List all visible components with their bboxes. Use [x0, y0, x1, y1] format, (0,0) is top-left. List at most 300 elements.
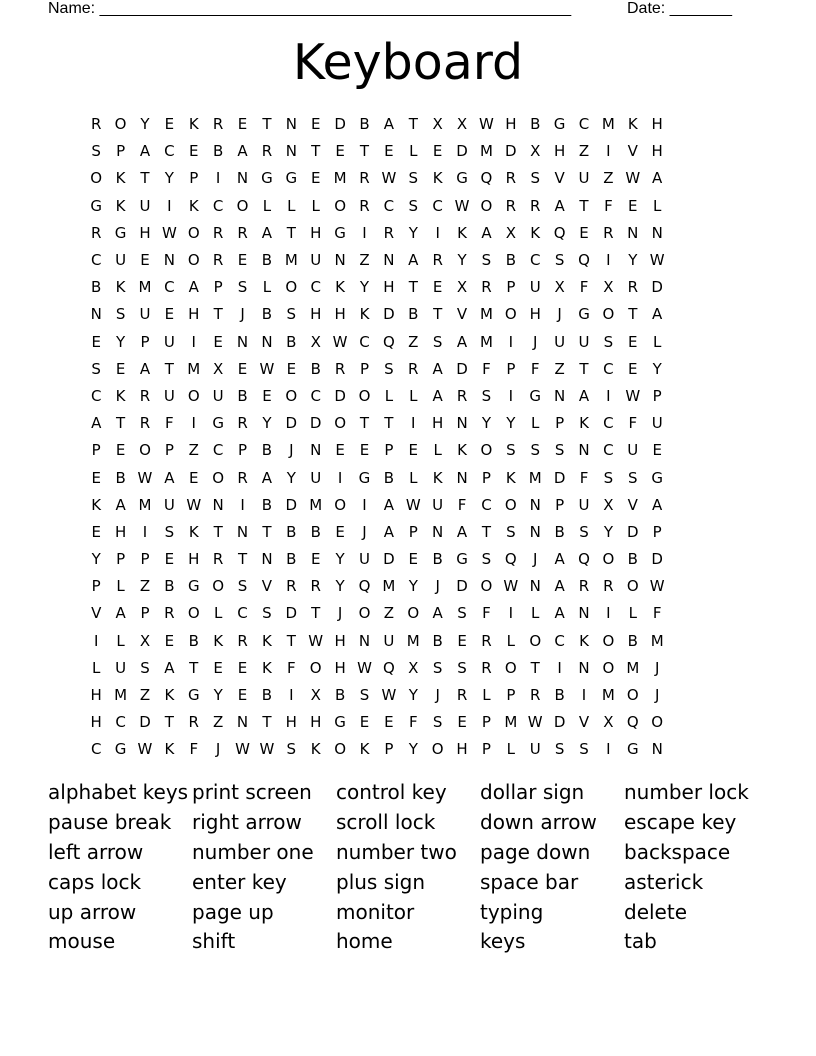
grid-letter: H	[334, 658, 346, 677]
grid-letter: S	[408, 169, 419, 188]
grid-letter: P	[481, 468, 491, 487]
grid-letter: H	[529, 305, 541, 324]
grid-letter: O	[334, 495, 346, 514]
grid-letter: I	[191, 332, 196, 351]
grid-letter: N	[310, 441, 322, 460]
grid-letter: J	[289, 441, 294, 460]
grid-letter: O	[90, 169, 103, 188]
grid-letter: L	[506, 740, 516, 759]
grid-letter: Z	[188, 441, 199, 460]
grid-letter: G	[456, 550, 468, 569]
grid-letter: G	[114, 223, 127, 242]
grid-letter: K	[335, 278, 346, 297]
grid-letter: E	[237, 686, 248, 705]
grid-letter: L	[653, 196, 662, 215]
grid-row	[84, 193, 732, 220]
grid-letter: O	[626, 686, 639, 705]
grid-letter: H	[651, 142, 663, 161]
grid-letter: K	[359, 305, 370, 324]
grid-letter: E	[384, 142, 394, 161]
grid-letter: B	[164, 577, 175, 596]
grid-letter: P	[140, 550, 150, 569]
grid-letter: K	[115, 196, 126, 215]
grid-letter: N	[456, 414, 468, 433]
grid-letter: A	[652, 305, 663, 324]
grid-letter: O	[626, 577, 639, 596]
grid-letter: K	[164, 686, 175, 705]
grid-letter: Y	[91, 550, 101, 569]
grid-row	[84, 165, 732, 192]
grid-letter: L	[506, 631, 516, 650]
grid-letter: S	[481, 251, 492, 270]
grid-letter: N	[578, 441, 590, 460]
grid-letter: W	[235, 740, 250, 759]
grid-letter: L	[409, 142, 418, 161]
grid-letter: S	[457, 604, 467, 623]
grid-letter: N	[578, 604, 590, 623]
grid-letter: L	[287, 196, 296, 215]
word-list-item: delete	[624, 899, 688, 924]
grid-letter: X	[432, 115, 443, 134]
word-list-item: page up	[192, 899, 274, 924]
grid-letter: E	[262, 386, 272, 405]
grid-letter: T	[311, 604, 321, 623]
word-list-item: right arrow	[192, 810, 302, 835]
grid-letter: W	[259, 359, 275, 378]
grid-letter: L	[262, 278, 272, 297]
grid-letter: U	[163, 495, 175, 514]
grid-letter: S	[603, 332, 614, 351]
grid-letter: B	[505, 251, 516, 270]
grid-letter: I	[508, 386, 514, 405]
grid-letter: R	[164, 604, 175, 623]
grid-letter: Y	[652, 359, 662, 378]
grid-letter: A	[432, 359, 443, 378]
grid-letter: I	[606, 604, 611, 623]
grid-letter: C	[310, 278, 321, 297]
grid-letter: Z	[383, 604, 395, 623]
grid-letter: N	[236, 332, 249, 351]
grid-letter: E	[164, 550, 175, 569]
grid-letter: M	[601, 115, 615, 134]
grid-letter: N	[627, 223, 639, 242]
grid-letter: H	[383, 278, 395, 297]
grid-letter: R	[456, 686, 468, 705]
grid-letter: U	[115, 251, 127, 270]
grid-row	[84, 437, 732, 464]
grid-letter: R	[359, 169, 370, 188]
grid-letter: X	[456, 115, 468, 134]
grid-letter: A	[554, 196, 565, 215]
grid-letter: B	[261, 251, 273, 270]
grid-letter: B	[115, 468, 126, 487]
grid-letter: C	[164, 142, 175, 161]
grid-letter: L	[116, 631, 125, 650]
grid-letter: D	[334, 115, 346, 134]
grid-letter: E	[115, 441, 126, 460]
grid-letter: O	[431, 740, 444, 759]
grid-letter: W	[259, 740, 275, 759]
grid-letter: S	[530, 169, 540, 188]
grid-letter: C	[603, 414, 614, 433]
grid-letter: N	[236, 169, 249, 188]
grid-letter: M	[479, 332, 493, 351]
grid-letter: D	[383, 550, 395, 569]
grid-letter: B	[261, 686, 273, 705]
grid-letter: D	[285, 414, 298, 433]
grid-letter: Q	[382, 332, 395, 351]
grid-letter: Z	[139, 577, 151, 596]
grid-letter: R	[408, 359, 419, 378]
grid-letter: A	[261, 223, 273, 242]
grid-letter: A	[408, 251, 419, 270]
grid-letter: Z	[554, 359, 565, 378]
grid-letter: M	[528, 468, 542, 487]
grid-letter: T	[213, 522, 223, 541]
grid-letter: I	[508, 604, 514, 623]
word-list-item: space bar	[480, 869, 579, 894]
grid-letter: T	[579, 196, 589, 215]
grid-letter: M	[309, 495, 323, 514]
grid-letter: S	[481, 550, 492, 569]
grid-letter: T	[213, 305, 223, 324]
grid-letter: R	[334, 359, 346, 378]
grid-letter: V	[261, 577, 273, 596]
grid-letter: D	[139, 713, 151, 732]
grid-letter: P	[652, 522, 662, 541]
grid-letter: A	[432, 386, 443, 405]
grid-letter: H	[456, 740, 468, 759]
grid-letter: E	[310, 115, 321, 134]
grid-letter: W	[454, 196, 470, 215]
grid-letter: W	[137, 468, 153, 487]
grid-letter: P	[91, 441, 101, 460]
grid-letter: U	[554, 332, 566, 351]
grid-letter: I	[557, 658, 562, 677]
grid-letter: T	[189, 658, 199, 677]
grid-letter: O	[187, 386, 200, 405]
grid-letter: G	[187, 686, 200, 705]
word-list-item: backspace	[624, 839, 731, 864]
grid-letter: W	[381, 169, 397, 188]
grid-letter: G	[626, 740, 639, 759]
grid-letter: I	[362, 495, 367, 514]
grid-letter: E	[408, 441, 419, 460]
word-list-row	[48, 808, 808, 838]
grid-letter: X	[505, 223, 516, 242]
grid-letter: S	[554, 740, 565, 759]
grid-letter: C	[578, 115, 590, 134]
grid-letter: N	[285, 115, 297, 134]
grid-letter: D	[456, 142, 468, 161]
grid-letter: E	[237, 115, 248, 134]
grid-letter: T	[237, 550, 248, 569]
grid-letter: A	[115, 495, 126, 514]
grid-letter: B	[261, 441, 273, 460]
grid-letter: J	[654, 658, 660, 677]
grid-letter: W	[503, 577, 519, 596]
grid-letter: Q	[553, 223, 566, 242]
grid-letter: L	[213, 604, 223, 623]
grid-letter: F	[579, 468, 589, 487]
grid-letter: O	[334, 740, 346, 759]
grid-letter: S	[286, 740, 297, 759]
grid-letter: B	[334, 686, 346, 705]
grid-letter: R	[456, 386, 468, 405]
grid-letter: U	[139, 305, 151, 324]
grid-letter: K	[91, 495, 102, 514]
grid-letter: G	[187, 577, 200, 596]
grid-letter: N	[456, 468, 468, 487]
grid-letter: U	[578, 332, 590, 351]
grid-letter: K	[505, 468, 516, 487]
grid-letter: O	[602, 631, 615, 650]
grid-letter: P	[506, 359, 516, 378]
grid-letter: T	[262, 713, 272, 732]
grid-letter: P	[652, 386, 662, 405]
word-list-item: pause break	[48, 810, 172, 835]
grid-letter: G	[114, 740, 127, 759]
grid-letter: W	[625, 386, 641, 405]
grid-letter: Y	[408, 577, 418, 596]
word-list-item: plus sign	[336, 869, 426, 894]
grid-letter: J	[215, 740, 221, 759]
grid-letter: A	[115, 604, 126, 623]
grid-letter: M	[601, 686, 615, 705]
grid-letter: D	[553, 468, 566, 487]
grid-letter: C	[383, 196, 395, 215]
grid-letter: S	[554, 441, 565, 460]
grid-letter: J	[533, 550, 538, 569]
grid-letter: L	[409, 468, 418, 487]
grid-letter: B	[91, 278, 102, 297]
grid-letter: D	[309, 414, 322, 433]
grid-letter: X	[603, 278, 614, 297]
grid-letter: T	[262, 115, 272, 134]
grid-letter: N	[578, 658, 590, 677]
grid-letter: F	[189, 740, 199, 759]
grid-letter: Z	[578, 142, 590, 161]
grid-letter: U	[383, 631, 395, 650]
grid-letter: S	[603, 468, 614, 487]
grid-letter: T	[262, 522, 272, 541]
grid-letter: B	[432, 631, 443, 650]
word-list-item: up arrow	[48, 899, 137, 924]
grid-letter: G	[651, 468, 663, 487]
grid-letter: A	[237, 142, 248, 161]
grid-row	[84, 546, 732, 573]
grid-letter: Y	[408, 740, 418, 759]
grid-letter: O	[504, 495, 517, 514]
grid-letter: K	[115, 278, 126, 297]
date-field-label: Date: _______	[627, 0, 732, 17]
grid-letter: P	[408, 522, 418, 541]
grid-letter: E	[91, 522, 101, 541]
grid-letter: L	[531, 414, 540, 433]
grid-letter: E	[432, 278, 443, 297]
grid-row	[84, 329, 732, 356]
grid-letter: E	[189, 142, 199, 161]
grid-letter: E	[457, 631, 467, 650]
grid-letter: C	[603, 359, 614, 378]
grid-letter: O	[504, 305, 517, 324]
grid-letter: V	[578, 713, 590, 732]
grid-letter: O	[285, 278, 298, 297]
grid-letter: P	[481, 713, 491, 732]
page-title: Keyboard	[292, 34, 524, 91]
grid-letter: L	[116, 577, 125, 596]
word-list-item: dollar sign	[480, 780, 585, 805]
grid-letter: A	[139, 359, 151, 378]
grid-letter: B	[286, 522, 297, 541]
grid-letter: V	[554, 169, 565, 188]
grid-letter: L	[653, 332, 662, 351]
grid-letter: O	[602, 550, 615, 569]
grid-letter: H	[553, 142, 566, 161]
grid-letter: L	[409, 386, 418, 405]
grid-letter: S	[115, 305, 126, 324]
grid-letter: T	[359, 142, 370, 161]
grid-letter: T	[164, 713, 174, 732]
grid-letter: U	[163, 332, 175, 351]
grid-row	[84, 138, 732, 165]
grid-letter: I	[508, 332, 514, 351]
grid-letter: O	[334, 414, 346, 433]
grid-letter: B	[627, 631, 638, 650]
grid-letter: T	[579, 359, 589, 378]
grid-letter: O	[358, 386, 371, 405]
grid-letter: Y	[116, 332, 126, 351]
grid-letter: R	[603, 223, 614, 242]
grid-letter: C	[432, 196, 443, 215]
grid-letter: B	[310, 522, 321, 541]
grid-letter: Y	[408, 223, 418, 242]
grid-letter: C	[212, 196, 224, 215]
grid-letter: H	[310, 305, 322, 324]
grid-letter: U	[578, 169, 590, 188]
grid-letter: U	[529, 278, 541, 297]
grid-letter: C	[554, 631, 565, 650]
grid-letter: N	[529, 522, 541, 541]
grid-letter: I	[606, 251, 611, 270]
grid-letter: C	[164, 278, 175, 297]
grid-letter: P	[91, 577, 101, 596]
grid-letter: X	[310, 686, 321, 705]
grid-row	[84, 247, 732, 274]
grid-letter: S	[384, 359, 394, 378]
grid-letter: N	[90, 305, 102, 324]
grid-letter: Z	[213, 713, 224, 732]
grid-letter: O	[358, 604, 371, 623]
grid-letter: P	[555, 495, 565, 514]
grid-letter: P	[238, 441, 248, 460]
grid-letter: I	[167, 196, 172, 215]
grid-letter: Y	[213, 686, 223, 705]
grid-letter: A	[554, 604, 565, 623]
grid-letter: G	[334, 713, 346, 732]
grid-letter: Q	[480, 169, 493, 188]
grid-letter: U	[163, 386, 175, 405]
grid-letter: P	[189, 169, 199, 188]
grid-letter: K	[432, 169, 443, 188]
word-list-item: shift	[192, 929, 236, 954]
grid-row	[84, 709, 732, 736]
grid-letter: L	[628, 604, 637, 623]
grid-letter: T	[433, 305, 443, 324]
grid-letter: Z	[408, 332, 419, 351]
grid-row	[84, 492, 732, 519]
grid-letter: L	[433, 441, 442, 460]
grid-letter: T	[408, 278, 418, 297]
grid-letter: R	[237, 223, 248, 242]
grid-letter: R	[383, 223, 395, 242]
grid-letter: M	[406, 631, 420, 650]
grid-letter: J	[435, 577, 440, 596]
grid-letter: S	[91, 142, 101, 161]
grid-letter: E	[310, 169, 321, 188]
grid-letter: X	[603, 713, 614, 732]
grid-letter: H	[310, 223, 322, 242]
grid-letter: R	[237, 631, 248, 650]
grid-letter: S	[408, 196, 419, 215]
grid-letter: O	[480, 196, 493, 215]
grid-letter: N	[212, 495, 224, 514]
grid-letter: R	[530, 196, 541, 215]
grid-letter: I	[362, 223, 367, 242]
grid-letter: G	[456, 169, 468, 188]
grid-letter: L	[482, 686, 491, 705]
grid-letter: K	[164, 740, 175, 759]
grid-letter: C	[115, 713, 126, 732]
grid-letter: A	[383, 115, 395, 134]
grid-letter: A	[139, 142, 151, 161]
grid-letter: K	[262, 631, 272, 650]
grid-letter: E	[237, 251, 248, 270]
grid-letter: O	[651, 713, 664, 732]
grid-letter: C	[212, 441, 224, 460]
grid-letter: Y	[457, 251, 467, 270]
grid-row	[84, 655, 732, 682]
grid-letter: T	[384, 414, 394, 433]
grid-letter: H	[334, 305, 346, 324]
grid-letter: G	[553, 115, 566, 134]
grid-letter: K	[188, 522, 199, 541]
grid-letter: N	[261, 332, 273, 351]
grid-letter: E	[237, 658, 248, 677]
grid-letter: P	[555, 414, 565, 433]
grid-letter: O	[212, 468, 225, 487]
grid-letter: P	[359, 359, 370, 378]
grid-letter: M	[114, 686, 128, 705]
grid-letter: S	[506, 522, 516, 541]
grid-letter: S	[359, 686, 370, 705]
grid-letter: B	[286, 332, 297, 351]
word-list-item: number two	[336, 839, 457, 864]
grid-letter: P	[213, 278, 223, 297]
grid-letter: P	[140, 332, 150, 351]
grid-letter: U	[139, 196, 151, 215]
grid-letter: I	[606, 740, 611, 759]
grid-letter: L	[311, 196, 320, 215]
grid-letter: B	[286, 550, 297, 569]
word-list-item: escape key	[624, 810, 737, 835]
grid-letter: O	[139, 441, 151, 460]
grid-letter: R	[261, 142, 273, 161]
grid-letter: I	[240, 495, 245, 514]
word-list-item: control key	[336, 780, 447, 805]
grid-letter: M	[333, 169, 347, 188]
grid-letter: N	[285, 142, 297, 161]
